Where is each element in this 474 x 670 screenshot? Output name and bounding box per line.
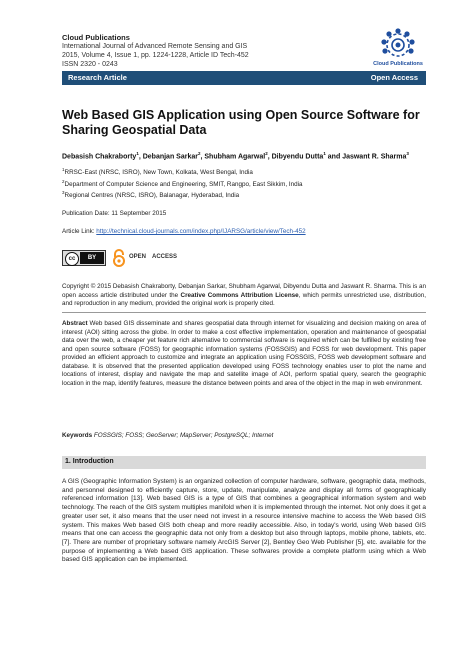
citation-line: 2015, Volume 4, Issue 1, pp. 1224-1228, Article ID Tech-452 <box>62 52 249 59</box>
license-name: Creative Commons Attribution License <box>180 291 299 299</box>
open-lock-icon <box>112 249 126 267</box>
keywords-text: FOSSGIS; FOSS; GeoServer; MapServer; PostgreSQL; Internet <box>92 432 274 439</box>
author-list: Debasish Chakraborty$^1$, Debanjan Sarkar$^2$, Shubham Agarwal$^2$, Dibyendu Dutta$^1$ and Jaswant R. Sharma$^3$ <box>62 151 409 161</box>
access-text: ACCESS <box>152 254 178 260</box>
open-access-label: Open Access <box>370 73 418 82</box>
article-link-line <box>62 228 306 237</box>
affiliations <box>62 166 426 201</box>
keywords-label: Keywords <box>62 432 93 439</box>
author-name: Dibyendu Dutta <box>271 153 324 161</box>
logo-caption: Cloud Publications <box>373 61 423 67</box>
affiliation-item: $^3$Regional Centres (NRSC, ISRO), Balanagar, Hyderabad, India <box>62 190 240 200</box>
affiliation-item: $^2$Department of Computer Science and Engineering, SMIT, Rangpo, East Sikkim, India <box>62 178 303 188</box>
by-icon: BY <box>80 252 104 264</box>
abstract-text: Web based GIS disseminate and shares geospatial data through internet for visualizing and decision making on area of interest (AOI) sitting across the globe. In order to make a cost effective implementation, operation and maintenance of geospatial data over the web, a cheaper yet feature rich alternative to commercial software is required which can be fulfilled by existing free and open source software (FOSS) for geographic information systems (FOSSGIS) and FOSS for web development. This paper provided an efficient approach to customize and integrate an application using FOSSGIS, FOSS web development software and database. It is observed that the presented application developed using FOSS technology enables user to plot the name and locations of interest, display and navigate the map and satellite image of AOI, perform spatial query, search the geographic location in the map, identify features, measure the distance between points and area of the object in the map in web environment. <box>62 320 426 387</box>
section-title: 1. Introduction <box>65 458 114 465</box>
paper-title: Web Based GIS Application using Open Source Software for Sharing Geospatial Data <box>62 108 420 137</box>
author-affiliation-marker: 2 <box>265 151 268 156</box>
author-name: Jaswant R. Sharma <box>342 153 407 161</box>
publication-date: Publication Date: 11 September 2015 <box>62 210 167 217</box>
copyright-notice <box>62 283 426 309</box>
open-access-badge[interactable] <box>112 250 192 266</box>
journal-name: International Journal of Advanced Remote Sensing and GIS <box>62 43 248 50</box>
author-name: Debasish Chakraborty <box>62 153 137 161</box>
abstract-label: Abstract <box>62 320 88 327</box>
divider <box>62 312 426 313</box>
article-link-label: Article Link: <box>62 228 97 235</box>
author-name: Debanjan Sarkar <box>142 153 198 161</box>
keywords <box>62 432 426 441</box>
cc-icon: cc <box>65 252 79 266</box>
author-name: Shubham Agarwal <box>204 153 266 161</box>
cc-by-badge[interactable] <box>62 250 106 266</box>
copyright-text: Copyright © 2015 Debasish Chakraborty, Debanjan Sarkar, Shubham Agarwal, Dibyendu Dutta and Jaswant R. Sharma. This is an open access article distributed under the <box>62 283 426 299</box>
abstract <box>62 320 426 388</box>
affiliation-item: $^1$RRSC-East (NRSC, ISRO), New Town, Kolkata, West Bengal, India <box>62 167 253 177</box>
research-article-label: Research Article <box>68 73 127 82</box>
author-affiliation-marker: 2 <box>197 151 201 156</box>
author-affiliation-marker: 1 <box>136 151 139 156</box>
article-link[interactable]: http://technical.cloud-journals.com/index.php/IJARSG/article/view/Tech-452 <box>96 228 306 235</box>
author-affiliation-marker: 3 <box>406 151 409 156</box>
cloud-publications-logo <box>370 28 426 70</box>
author-affiliation-marker: 1 <box>323 151 326 156</box>
intro-paragraph: A GIS (Geographic Information System) is an organized collection of computer hardware, software, geographic data, methods, and personnel designed to efficiently capture, store, update, manipulate, analyze and display all forms of geographically referenced information [13]. Web based GIS is a type of GIS that combines a geographical information system and web technology. The reach of the GIS system multiples manifold when it is implemented through the internet. Not only does it get a greater user set, it also means that the user need not invest in a resource intensive machine to access the Web based GIS system. This makes Web based GIS both cheap and more readily accessible. Also, in today's world, using Web based GIS means that one can access the geographic data not only from a desktop but also through laptops, mobile phone, tablets, etc. [7]. There are number of proprietary software namely ArcGIS Server [2], Bentley Geo Web Publisher [5], etc. available for the purpose of implementing a Web based GIS application. These softwares provide a complete platform using which a Web based GIS application can be implemented. <box>62 478 426 564</box>
issn-line: ISSN 2320 - 0243 <box>62 61 118 68</box>
publisher-name: Cloud Publications <box>62 33 130 42</box>
open-text: OPEN <box>129 254 147 260</box>
copyright-text-end: , which permits unrestricted use, distribution, and reproduction in any medium, provided the original work is properly cited. <box>62 291 427 307</box>
logo-mark-icon <box>370 28 426 62</box>
article-type-bar <box>62 71 426 85</box>
section-heading-bar <box>62 456 426 469</box>
